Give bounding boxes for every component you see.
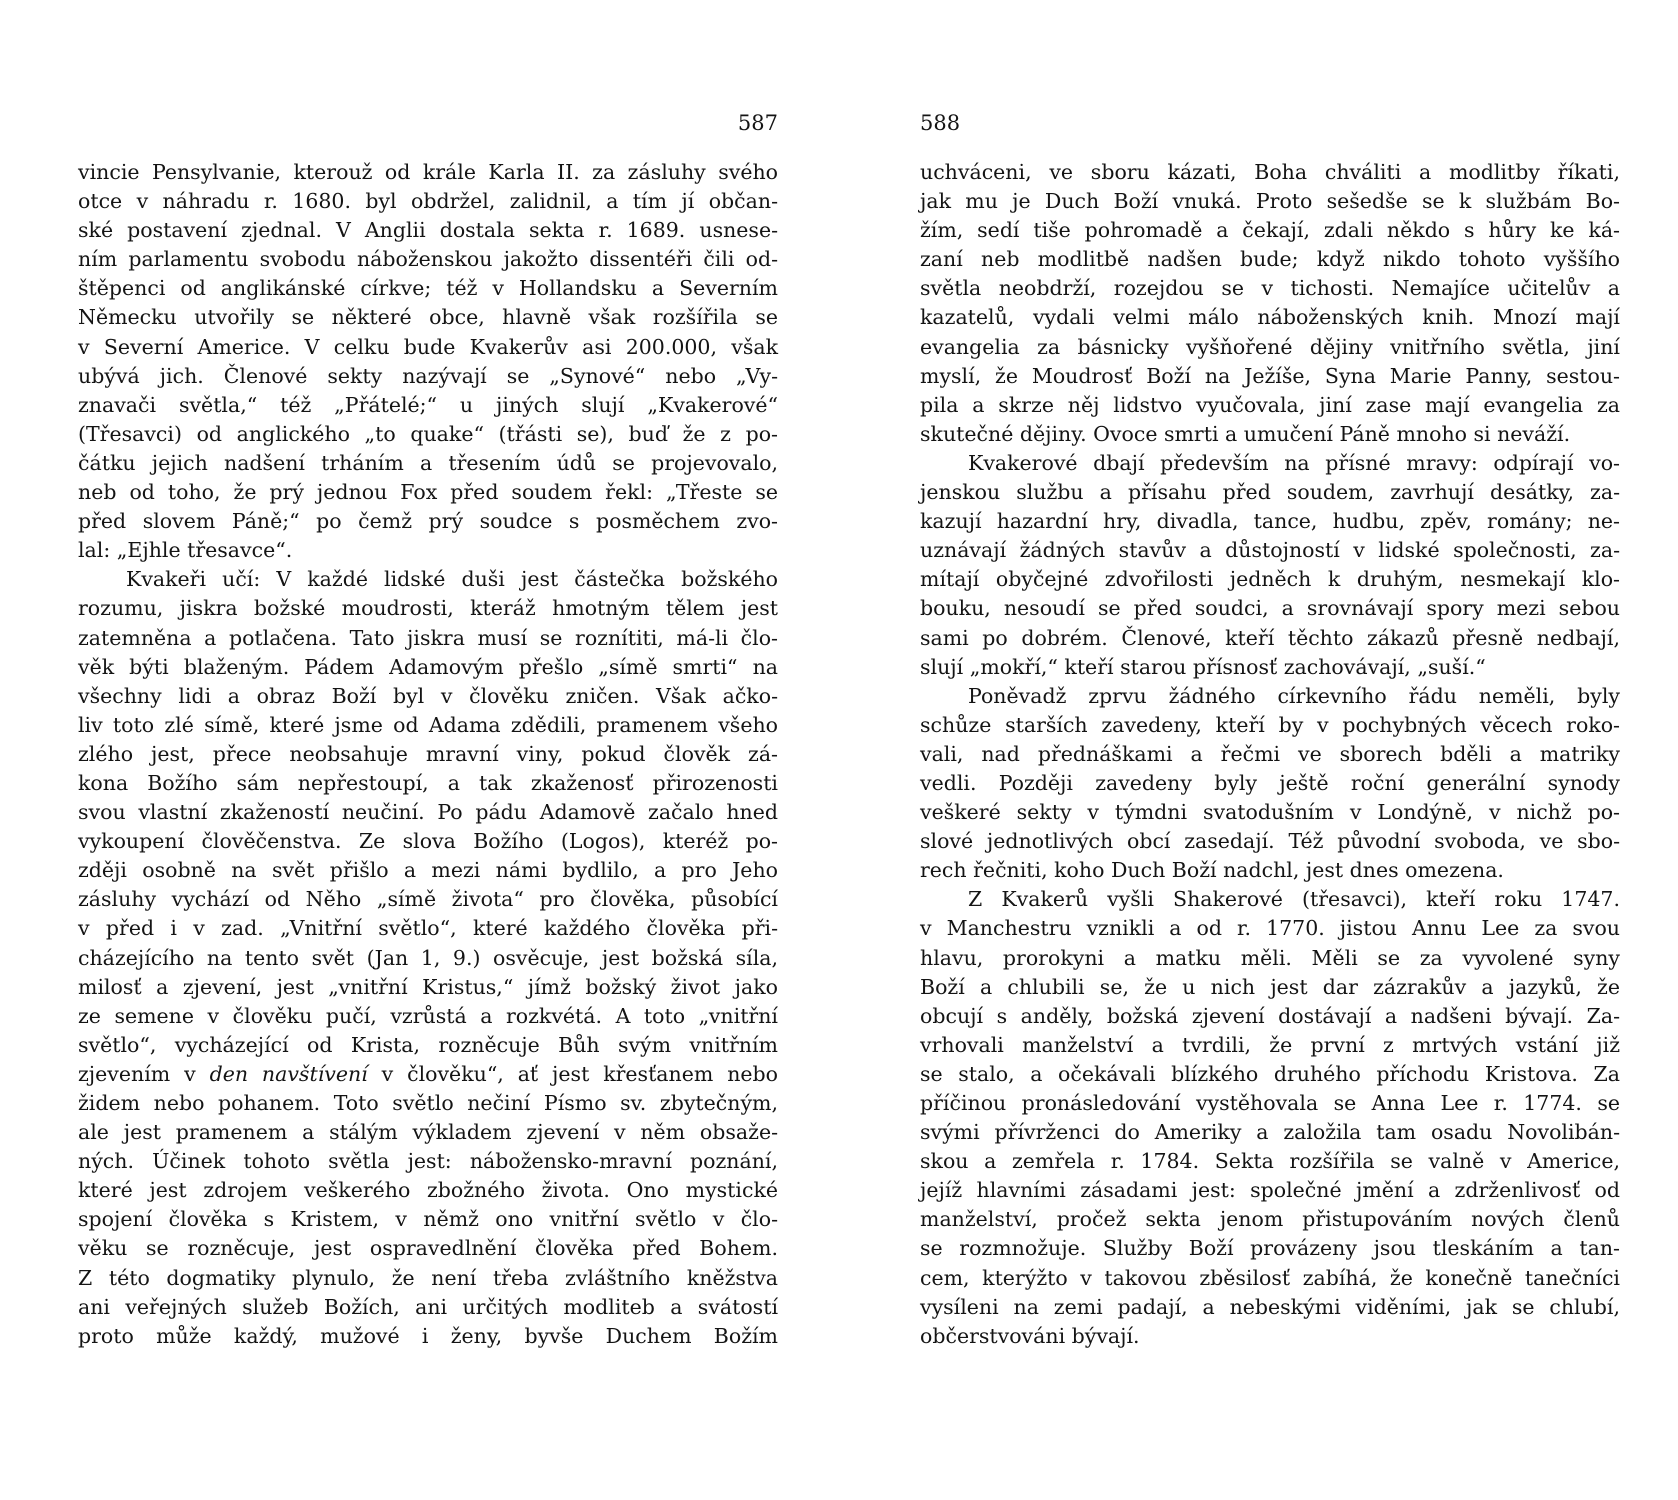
- text-line: proto může každý, mužové i ženy, byvše Duchem Božím: [78, 1323, 778, 1348]
- text-line: vali, nad přednáškami a řečmi ve sborech bděli a matriky: [920, 741, 1620, 766]
- text-line: v Severní Americe. V celku bude Kvakerův asi 200.000, však: [78, 334, 778, 359]
- text-line: ných. Účinek tohoto světla jest: nábožensko-mravní poznání,: [78, 1149, 778, 1174]
- text-line: se rozmnožuje. Služby Boží provázeny jsou tleskáním a tan-: [920, 1236, 1620, 1261]
- text-line: rozumu, jiskra božské moudrosti, kteráž hmotným tělem jest: [78, 596, 778, 621]
- text-line: jejíž hlavními zásadami jest: společné jmění a zdrženlivosť od: [920, 1178, 1620, 1203]
- text-line: Z Kvakerů vyšli Shakerové (třesavci), kteří roku 1747.: [968, 887, 1620, 912]
- text-line: zději osobně na svět přišlo a mezi námi bydlilo, a pro Jeho: [78, 858, 778, 883]
- text-line: vedli. Později zavedeny byly ještě roční generální synody: [920, 770, 1620, 795]
- text-line: kazatelů, vydali velmi málo náboženských knih. Mnozí mají: [920, 305, 1620, 330]
- text-line: Boží a chlubili se, že u nich jest dar zázrakův a jazyků, že: [920, 974, 1620, 999]
- text-line: věku se rozněcuje, jest ospravedlnění člověka před Bohem.: [78, 1236, 778, 1261]
- text-line: evangelia za básnicky vyšňořené dějiny vnitřního světla, jiní: [920, 334, 1620, 359]
- text-line: veškeré sekty v týmdni svatodušním v Londýně, v nichž po-: [920, 800, 1620, 825]
- text-segment: zjevením v: [78, 1061, 210, 1086]
- text-line: hlavu, prorokyni a matku měli. Měli se za vyvolené syny: [920, 945, 1620, 970]
- text-line: [78, 1060, 778, 1089]
- text-line: vrhovali manželství a tvrdili, že první z mrtvých vstání již: [920, 1032, 1620, 1057]
- text-line: skou a zemřela r. 1784. Sekta rozšířila se valně v Americe,: [920, 1149, 1620, 1174]
- text-line: židem nebo pohanem. Toto světlo nečiní Písmo sv. zbytečným,: [78, 1091, 778, 1115]
- text-line: žím, sedí tiše pohromadě a čekají, zdali někdo s hůry ke ká-: [920, 218, 1620, 243]
- text-line: zásluhy vychází od Něho „símě života“ pro člověka, působící: [78, 887, 778, 912]
- text-line: otce v náhradu r. 1680. byl obdržel, zalidnil, a tím jí občan-: [78, 189, 778, 214]
- left-page-text: [78, 158, 778, 1351]
- text-line: liv toto zlé símě, které jsme od Adama zdědili, pramenem všeho: [78, 712, 778, 737]
- right-page: [920, 110, 1620, 1351]
- text-line: ze semene v člověku pučí, vzrůstá a rozkvétá. A toto „vnitřní: [78, 1003, 778, 1028]
- text-line: v Manchestru vznikli a od r. 1770. jistou Annu Lee za svou: [920, 916, 1620, 941]
- italic-phrase: den navštívení: [209, 1061, 368, 1086]
- text-line: mítají obyčejné zdvořilosti jedněch k druhým, nesmekají klo-: [920, 567, 1620, 592]
- text-line: ubývá jich. Členové sekty nazývají se „Synové“ nebo „Vy-: [78, 363, 778, 388]
- text-line: občerstvováni bývají.: [920, 1323, 1140, 1348]
- text-line: světlo“, vycházející od Krista, rozněcuje Bůh svým vnitřním: [78, 1032, 778, 1057]
- text-line: světla neobdrží, rozejdou se v tichosti. Nemajíce učitelův a: [920, 276, 1620, 301]
- text-line: lal: „Ejhle třesavce“.: [78, 538, 293, 563]
- text-line: rech řečniti, koho Duch Boží nadchl, jest dnes omezena.: [920, 858, 1504, 883]
- text-line: milosť a zjevení, jest „vnitřní Kristus,“ jímž božský život jako: [78, 974, 778, 999]
- text-line: skutečné dějiny. Ovoce smrti a umučení Páně mnoho si neváží.: [920, 421, 1571, 446]
- text-line: Z této dogmatiky plynulo, že není třeba zvláštního kněžstva: [78, 1265, 778, 1290]
- text-line: Kvakeři učí: V každé lidské duši jest částečka božského: [126, 567, 778, 592]
- text-line: kona Božího sám nepřestoupí, a tak zkaženosť přirozenosti: [78, 770, 778, 795]
- text-line: zlého jest, přece neobsahuje mravní viny, pokud člověk zá-: [78, 741, 778, 766]
- text-line: které jest zdrojem veškerého zbožného života. Ono mystické: [78, 1178, 778, 1203]
- text-line: manželství, pročež sekta jenom přistupováním nových členů: [920, 1207, 1620, 1232]
- text-line: schůze starších zavedeny, kteří by v pochybných věcech roko-: [920, 712, 1620, 737]
- text-line: svou vlastní zkažeností neučiní. Po pádu Adamově začalo hned: [78, 800, 778, 825]
- text-line: cházejícího na tento svět (Jan 1, 9.) osvěcuje, jest božská síla,: [78, 945, 778, 970]
- text-line: ani veřejných služeb Božích, ani určitých modliteb a svátostí: [78, 1294, 778, 1319]
- text-line: ale jest pramenem a stálým výkladem zjevení v něm obsaže-: [78, 1120, 778, 1145]
- text-line: jenskou službu a přísahu před soudem, zavrhují desátky, za-: [920, 480, 1620, 505]
- text-line: ním parlamentu svobodu náboženskou jakožto dissentéři čili od-: [78, 247, 778, 272]
- text-line: štěpenci od anglikánské církve; též v Hollandsku a Severním: [78, 276, 778, 301]
- text-line: znavači světla,“ též „Přátelé;“ u jiných slují „Kvakerové“: [78, 392, 778, 417]
- text-line: slové jednotlivých obcí zasedají. Též původní svoboda, ve sbo-: [920, 829, 1620, 854]
- text-line: (Třesavci) od anglického „to quake“ (třásti se), buď že z po-: [78, 421, 778, 446]
- text-line: ské postavení zjednal. V Anglii dostala sekta r. 1689. usnese-: [78, 218, 778, 243]
- text-line: Kvakerové dbají především na přísné mravy: odpírají vo-: [968, 450, 1620, 475]
- text-line: bouku, nesoudí se před soudci, a srovnávají spory mezi sebou: [920, 596, 1620, 621]
- text-segment: v člověku“, ať jest křesťanem nebo: [367, 1061, 778, 1086]
- text-line: jak mu je Duch Boží vnuká. Proto sešedše se k službám Bo-: [920, 189, 1620, 214]
- text-line: spojení člověka s Kristem, v němž ono vnitřní světlo v člo-: [78, 1207, 778, 1232]
- text-line: čátku jejich nadšení trháním a třesením údů se projevovalo,: [78, 450, 778, 475]
- text-line: Poněvadž zprvu žádného církevního řádu neměli, byly: [968, 683, 1620, 708]
- text-line: se stalo, a očekávali blízkého druhého příchodu Kristova. Za: [920, 1061, 1620, 1086]
- text-line: uznávají žádných stavův a důstojností v lidské společnosti, za-: [920, 538, 1620, 563]
- text-line: zatemněna a potlačena. Tato jiskra musí se roznítiti, má-li člo-: [78, 625, 778, 650]
- text-line: Německu utvořily se některé obce, hlavně však rozšířila se: [78, 305, 778, 330]
- page-number: 587: [737, 111, 778, 135]
- text-line: pila a skrze něj lidstvo vyučovala, jiní zase mají evangelia za: [920, 392, 1620, 417]
- text-line: obcují s anděly, božská zjevení dostávají a nadšeni bývají. Za-: [920, 1003, 1620, 1028]
- text-line: v před i v zad. „Vnitřní světlo“, které každého člověka při-: [78, 916, 778, 941]
- left-page: [78, 110, 778, 1351]
- text-line: zaní neb modlitbě nadšen bude; když nikdo tohoto vyššího: [920, 247, 1620, 272]
- text-line: svými přívrženci do Ameriky a založila tam osadu Novolibán-: [920, 1120, 1620, 1145]
- text-line: vysíleni na zemi padají, a nebeskými viděními, jak se chlubí,: [920, 1294, 1620, 1319]
- text-line: příčinou pronásledování vystěhovala se Anna Lee r. 1774. se: [920, 1091, 1620, 1115]
- page-number: 588: [920, 111, 961, 135]
- right-page-text: [920, 158, 1620, 1351]
- text-line: sami po dobrém. Členové, kteří těchto zákazů přesně nedbají,: [920, 625, 1620, 650]
- text-line: vincie Pensylvanie, kterouž od krále Karla II. za zásluhy svého: [78, 160, 778, 184]
- text-line: před slovem Páně;“ po čemž prý soudce s posměchem zvo-: [78, 509, 778, 534]
- text-line: kazují hazardní hry, divadla, tance, hudbu, zpěv, romány; ne-: [920, 509, 1620, 534]
- text-line: všechny lidi a obraz Boží byl v člověku zničen. Však ačko-: [78, 683, 778, 708]
- text-line: cem, kterýžto v takovou zběsilosť zabíhá, že konečně tanečníci: [920, 1265, 1620, 1290]
- text-line: myslí, že Moudrosť Boží na Ježíše, Syna Marie Panny, sestou-: [920, 363, 1620, 388]
- text-line: vykoupení člověčenstva. Ze slova Božího (Logos), kteréž po-: [78, 829, 778, 854]
- text-line: neb od toho, že prý jednou Fox před soudem řekl: „Třeste se: [78, 480, 778, 505]
- text-line: slují „mokří,“ kteří starou přísnosť zachovávají, „suší.“: [920, 654, 1486, 679]
- text-line: věk býti blaženým. Pádem Adamovým přešlo „símě smrti“ na: [78, 654, 778, 679]
- text-line: uchváceni, ve sboru kázati, Boha chváliti a modlitby říkati,: [920, 160, 1620, 184]
